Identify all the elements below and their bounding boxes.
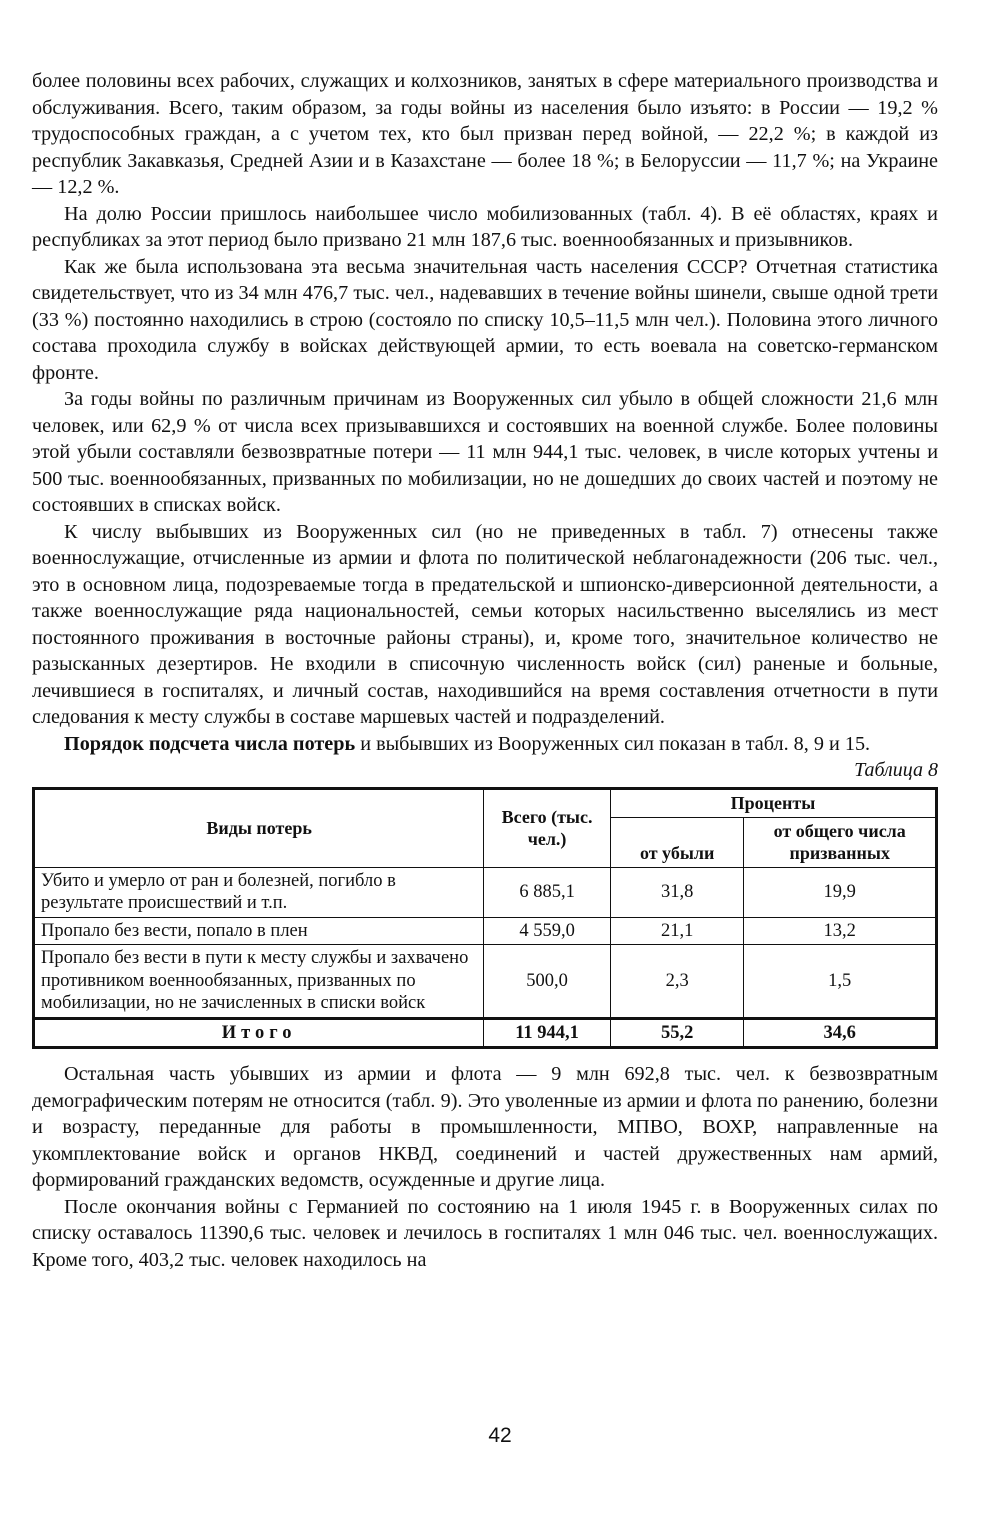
page-content (32, 68, 938, 1273)
row-of-drafted: 13,2 (744, 917, 937, 945)
paragraph-4: За годы войны по различным причинам из Вооруженных сил убыло в общей сложности 21,6 млн человек, или 62,9 % от числа всех призывавшихся и состоявших на военной службе. Более половины этой убыли составляли безвозвратные потери — 11 млн 944,1 тыс. человек, в числе которых учтены и 500 тыс. военнообязанных, призванных по мобилизации, но не дошедших до своих частей и поэтому не состоявших в списках войск. (32, 388, 938, 516)
row-total: 4 559,0 (484, 917, 611, 945)
row-label: Пропало без вести, попало в плен (34, 917, 484, 945)
paragraph-6-rest: и выбывших из Вооруженных сил показан в табл. 8, 9 и 15. (355, 732, 871, 755)
header-of-loss: от убыли (610, 817, 744, 867)
table-row (34, 867, 937, 917)
row-label: Пропало без вести в пути к месту службы и захвачено противником военнообязанных, призванных по мобилизации, но не зачисленных в списки войск (34, 945, 484, 1019)
header-loss-types: Виды потерь (34, 789, 484, 868)
header-total: Всего (тыс. чел.) (484, 789, 611, 868)
table-row (34, 945, 937, 1019)
total-sum: 11 944,1 (484, 1018, 611, 1048)
paragraph-7: Остальная часть убывших из армии и флота — 9 млн 692,8 тыс. чел. к безвозвратным демографическим потерям не относится (табл. 9). Это уволенные из армии и флота по ранению, болезни и возрасту, переданные для работы в промышленности, МПВО, ВОХР, направленные на укомплектование войск и органов НКВД, соединений и частей дружественных нам армий, формирований гражданских ведомств, осужденные и другие лица. (32, 1063, 938, 1191)
losses-table (32, 787, 938, 1049)
row-label: Убито и умерло от ран и болезней, погибло в результате происшествий и т.п. (34, 867, 484, 917)
row-total: 6 885,1 (484, 867, 611, 917)
row-of-loss: 21,1 (610, 917, 744, 945)
paragraph-8: После окончания войны с Германией по состоянию на 1 июля 1945 г. в Вооруженных силах по списку оставалось 11390,6 тыс. человек и лечилось в госпиталях 1 млн 046 тыс. чел. военнослужащих. Кроме того, 403,2 тыс. человек находилось на (32, 1195, 938, 1271)
header-percent: Проценты (610, 789, 936, 818)
paragraph-1: более половины всех рабочих, служащих и колхозников, занятых в сфере материального производства и обслуживания. Всего, таким образом, за годы войны из населения было изъято: в России — 19,2 % трудоспособных граждан, а с учетом тех, кто был призван перед войной, — 22,2 %; в каждой из республик Закавказья, Средней Азии и в Казахстане — более 18 %; в Белоруссии — 11,7 %; на Украине — 12,2 %. (32, 70, 938, 198)
page-number: 42 (488, 1424, 512, 1447)
paragraph-5: К числу выбывших из Вооруженных сил (но не приведенных в табл. 7) отнесены также военнослужащие, отчисленные из армии и флота по политической неблагонадежности (206 тыс. чел., это в основном лица, подозреваемые тогда в предательской и шпионско-диверсионной деятельности, а также военнослужащие ряда национальностей, семьи которых насильственно выселялись из мест постоянного проживания в восточные районы страны), и, кроме того, значительное количество не разысканных дезертиров. Не входили в списочную численность войск (сил) раненые и больные, лечившиеся в госпиталях, и личный состав, находившийся на время составления отчетности в пути следования к месту службы в составе маршевых частей и подразделений. (32, 520, 938, 728)
header-of-drafted: от общего числа призванных (744, 817, 937, 867)
paragraph-2: На долю России пришлось наибольшее число мобилизованных (табл. 4). В её областях, краях и республиках за этот период было призвано 21 млн 187,6 тыс. военнообязанных и призывников. (32, 202, 938, 251)
total-of-loss: 55,2 (610, 1018, 744, 1048)
row-of-loss: 31,8 (610, 867, 744, 917)
paragraph-3: Как же была использована эта весьма значительная часть населения СССР? Отчетная статистика свидетельствует, что из 34 млн 476,7 тыс. чел., надевавших в течение войны шинели, свыше одной трети (33 %) постоянно находились в строю (состояло по списку 10,5–11,5 млн чел.). Половина этого личного состава проходила службу в войсках действующей армии, то есть воевала на советско-германском фронте. (32, 255, 938, 384)
table-total-row (34, 1018, 937, 1048)
row-of-drafted: 1,5 (744, 945, 937, 1019)
paragraph-6 (32, 731, 938, 758)
total-of-drafted: 34,6 (744, 1018, 937, 1048)
bold-phrase: Порядок подсчета числа потерь (64, 732, 356, 755)
table-row (34, 917, 937, 945)
table-header-row-1 (34, 789, 937, 818)
total-label: Итого (34, 1018, 484, 1048)
row-of-loss: 2,3 (610, 945, 744, 1019)
table-caption: Таблица 8 (854, 759, 938, 781)
row-total: 500,0 (484, 945, 611, 1019)
row-of-drafted: 19,9 (744, 867, 937, 917)
